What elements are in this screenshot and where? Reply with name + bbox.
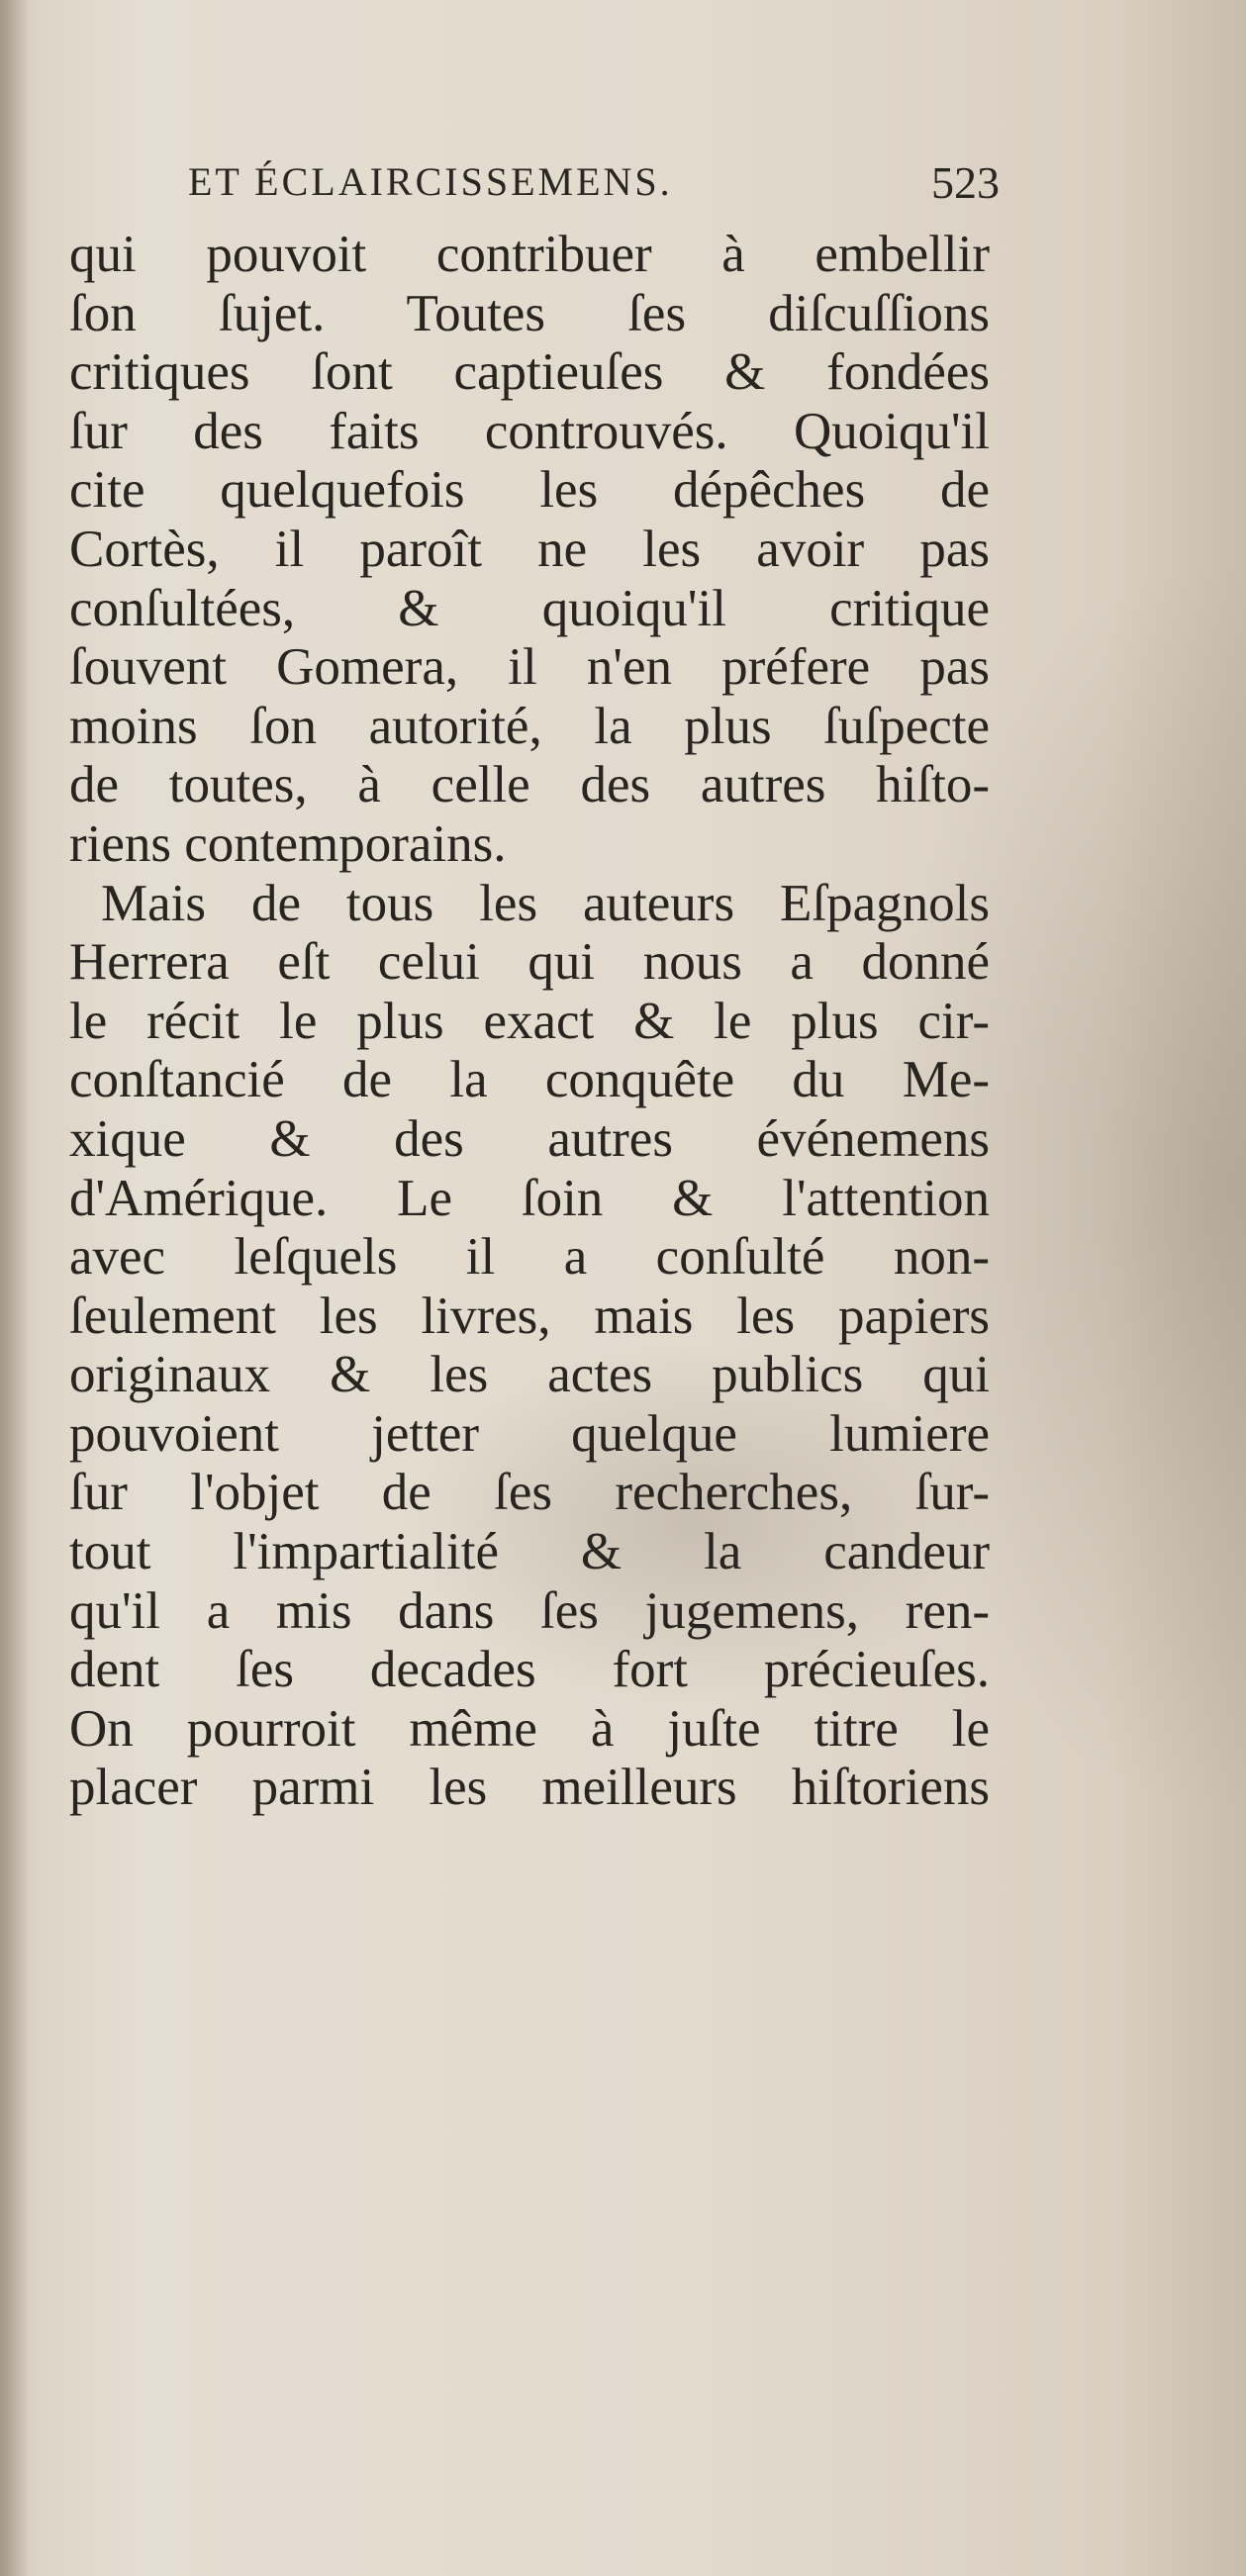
text-line: pouvoient jetter quelque lumiere (69, 1404, 990, 1463)
page-header (188, 148, 1000, 218)
text-line: moins ſon autorité, la plus ſuſpecte (69, 697, 990, 755)
text-line: qu'il a mis dans ſes jugemens, ren- (69, 1581, 990, 1640)
text-line: ſur des faits controuvés. Quoiqu'il (69, 402, 990, 460)
text-line: le récit le plus exact & le plus cir- (69, 992, 990, 1050)
text-line: On pourroit même à juſte titre le (69, 1699, 990, 1758)
text-line: ſon ſujet. Toutes ſes diſcuſſions (69, 284, 990, 342)
text-line: Herrera eſt celui qui nous a donné (69, 933, 990, 992)
running-head: ET ÉCLAIRCISSEMENS. (188, 159, 673, 204)
text-line: originaux & les actes publics qui (69, 1346, 990, 1404)
text-line: ſur l'objet de ſes recherches, ſur- (69, 1464, 990, 1522)
text-line: de toutes, à celle des autres hiſto- (69, 756, 990, 814)
text-line: Cortès, il paroît ne les avoir pas (69, 520, 990, 578)
text-line: conſtancié de la conquête du Me- (69, 1051, 990, 1109)
text-line: critiques ſont captieuſes & fondées (69, 343, 990, 402)
page-number: 523 (931, 157, 1000, 208)
text-line: ſeulement les livres, mais les papiers (69, 1287, 990, 1345)
text-line: ſouvent Gomera, il n'en préfere pas (69, 638, 990, 697)
text-line: qui pouvoit contribuer à embellir (69, 226, 990, 283)
text-line: cite quelquefois les dépêches de (69, 461, 990, 520)
text-line: xique & des autres événemens (69, 1109, 990, 1168)
text-line: riens contemporains. (69, 814, 507, 873)
gutter-shadow (0, 0, 30, 2576)
text-line: d'Amérique. Le ſoin & l'attention (69, 1169, 990, 1227)
text-line: dent ſes decades fort précieuſes. (69, 1641, 990, 1699)
text-line: tout l'impartialité & la candeur (69, 1523, 990, 1581)
text-line: avec leſquels il a conſulté non- (69, 1228, 990, 1287)
body-text (69, 226, 990, 1818)
text-line: placer parmi les meilleurs hiſtoriens (69, 1759, 990, 1817)
paragraph-start-line: Mais de tous les auteurs Eſpagnols (101, 874, 990, 932)
text-line: conſultées, & quoiqu'il critique (69, 579, 990, 637)
